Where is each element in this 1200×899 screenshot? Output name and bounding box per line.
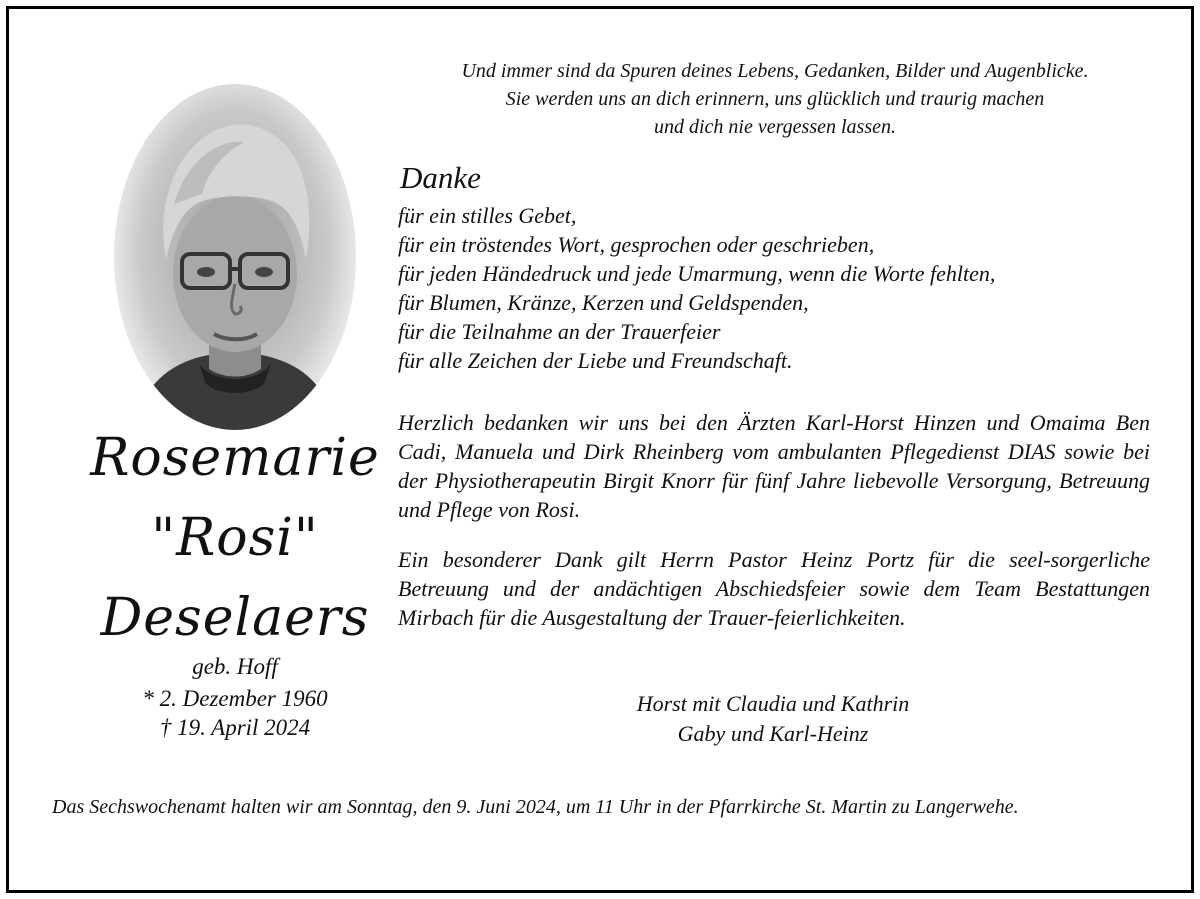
thanks-item: für die Teilnahme an der Trauerfeier [398,319,721,344]
maiden-name: geb. Hoff [192,654,278,679]
portrait-photo [114,84,356,430]
thanks-doctors-paragraph: Herzlich bedanken wir uns bei den Ärzten Karl-Horst Hinzen und Omaima Ben Cadi, Manuela und Dirk Rheinberg vom ambulanten Pflegedienst DIAS sowie bei der Physiotherapeutin Birgit Knorr für fünf Jahre liebevolle Versorgung, Betreuung und Pflege von Rosi. [398,410,1150,522]
nickname: "Rosi" [151,508,319,568]
portrait-icon [114,84,356,430]
epigraph [390,57,1160,141]
birth-date: * 2. Dezember 1960 [142,686,328,711]
thanks-item: für ein tröstendes Wort, gesprochen oder geschrieben, [398,232,875,257]
thanks-pastor-paragraph: Ein besonderer Dank gilt Herrn Pastor Heinz Portz für die seel-sorgerliche Betreuung und der andächtigen Abschiedsfeier sowie dem Team Bestattungen Mirbach für die Ausgestaltung der Trauer-feierlichkeiten. [398,547,1150,630]
thanks-item: für ein stilles Gebet, [398,203,577,228]
epigraph-line: Und immer sind da Spuren deines Lebens, Gedanken, Bilder und Augenblicke. [461,60,1089,82]
thanks-item: für alle Zeichen der Liebe und Freundschaft. [398,348,793,373]
signature-line: Horst mit Claudia und Kathrin [636,691,910,716]
signature-line: Gaby und Karl-Heinz [677,721,869,746]
signature [548,689,998,749]
memorial-service-notice: Das Sechswochenamt halten wir am Sonntag, den 9. Juni 2024, um 11 Uhr in der Pfarrkirche St. Martin zu Langerwehe. [52,796,1019,818]
thanks-item: für Blumen, Kränze, Kerzen und Geldspenden, [398,290,809,315]
thanks-title: Danke [400,160,481,195]
first-name: Rosemarie [90,428,380,488]
epigraph-line: und dich nie vergessen lassen. [654,116,896,138]
last-name: Deselaers [100,588,370,648]
epigraph-line: Sie werden uns an dich erinnern, uns glücklich und traurig machen [505,88,1045,110]
thanks-list [398,201,1158,375]
thanks-item: für jeden Händedruck und jede Umarmung, wenn die Worte fehlten, [398,261,996,286]
death-date: † 19. April 2024 [159,715,311,740]
